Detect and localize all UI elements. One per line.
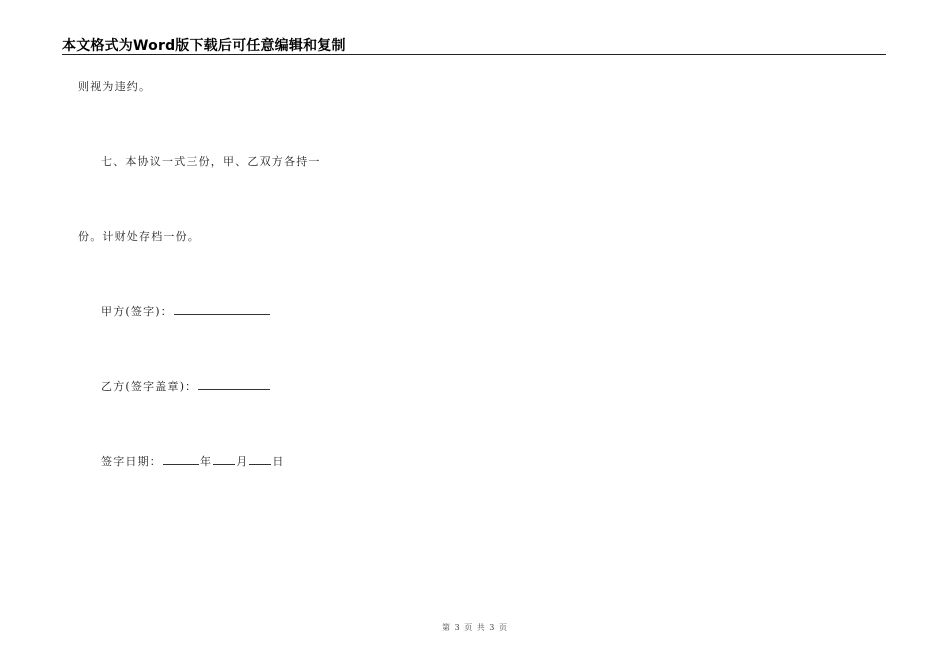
month-label: 月 [236, 455, 249, 468]
day-blank [249, 454, 271, 465]
day-label: 日 [272, 455, 285, 468]
text-line-archive: 份。计财处存档一份。 [78, 230, 200, 243]
text-line-clause-seven: 七、本协议一式三份，甲、乙双方各持一 [101, 155, 321, 168]
header-title: 本文格式为Word版下载后可任意编辑和复制 [62, 38, 346, 54]
year-label: 年 [200, 455, 213, 468]
text-line-violation: 则视为违约。 [78, 80, 152, 93]
year-blank [163, 454, 199, 465]
party-a-label: 甲方(签字)： [101, 305, 173, 318]
date-label: 签字日期： [101, 455, 162, 468]
party-a-signature-blank [174, 304, 270, 315]
page-header [62, 34, 886, 55]
party-b-label: 乙方(签字盖章)： [101, 380, 198, 393]
month-blank [213, 454, 235, 465]
party-b-signature-line [101, 379, 271, 394]
page-number-footer: 第 3 页 共 3 页 [442, 623, 508, 632]
party-a-signature-line [101, 304, 271, 319]
signing-date-line [101, 454, 285, 469]
party-b-signature-blank [198, 379, 270, 390]
